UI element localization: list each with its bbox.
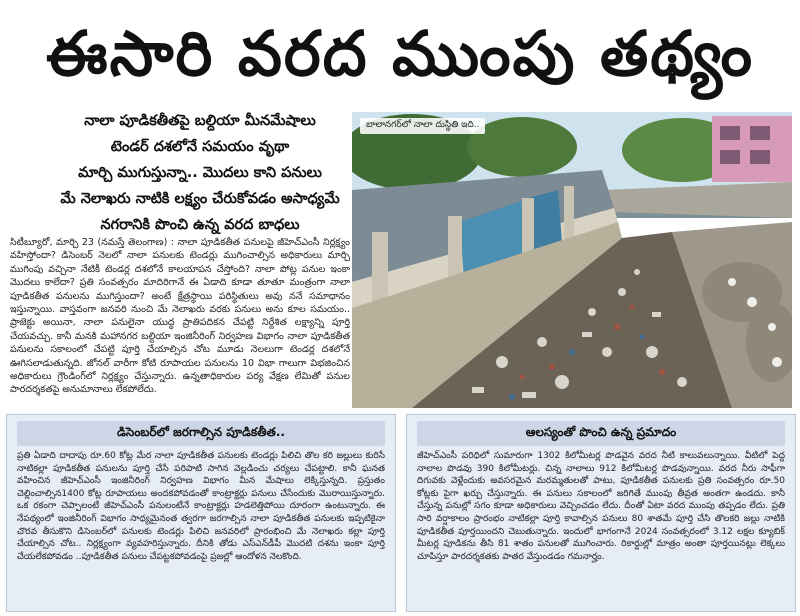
box-title-december: డిసెంబర్‌లో జరగాల్సిన పూడికతీత.. [17, 421, 385, 446]
sidebar-box-danger [406, 414, 796, 612]
subheadline-5: నగరానికి పొంచి ఉన్న వరద బాధలు [100, 217, 300, 233]
subheadline-3: మార్చి ముగుస్తున్నా.. మొదలు కాని పనులు [78, 165, 322, 181]
box-body-danger: జీహెచ్ఎంసీ పరిధిలో సుమారుగా 1302 కిలోమీటర్ల పొడవైన వరద నీటి కాలువలున్నాయి. వీటిలో పెద్ద నాలాల పొడవు 390 కిలోమీటర్లు. చిన్న నాలాలు 912 కిలోమీటర్ల పొడవున్నాయి. వరద నీరు సాఫీగా దిగువకు వెళ్లేందుకు అవసరమైన మరమ్మతులతో పాటు, పూడికతీత పనులకు ప్రతి సంవత్సరం రూ.50 కోట్లకు పైగా ఖర్చు చేస్తున్నారు. ఈ పనులు సకాలంలో జరిగితే ముంపు తీవ్రత అంతగా ఉండదు. కానీ చేస్తున్న పనుల్లో సగం కూడా అధికారులు వెచ్చించడం లేదు. దీంతో ఏటా వరద ముంపు తప్పడం లేదు. ప్రతి సారి వర్షాకాలం ప్రారంభం నాటికల్లా పూర్తి కావాల్సిన పనులు 80 శాతమే పూర్తి చేసి తొలకరి జల్లు నాటికి పూడికతీత పూర్తయిందని చెబుతున్నారు. ఇందులో భాగంగానే 2024 సంవత్సరంలో 3.12 లక్షల క్యూబిక్ మీటర్ల పూడికను తీసి 81 శాతం పనులతో ముగించారు. రికార్డుల్లో మాత్రం అంతా పూర్తయినట్లు లెక్కలు చూపిస్తూ పారదర్శకతకు పాతర వేస్తుండడం గమనార్హం. [417, 451, 785, 562]
headline: ఈసారి వరద ముంపు తథ్యం [45, 17, 755, 90]
subheadline-4: మే నెలాఖరు నాటికి లక్ష్యం చేరుకోవడం అసాధ్యమే [60, 191, 340, 207]
subheadlines [50, 108, 350, 238]
nala-photo [352, 112, 792, 408]
subheadline-2: టెండర్ దశలోనే సమయం వృథా [110, 139, 290, 155]
photo-caption: బాలానగర్‌లో నాలా దుస్థితి ఇది.. [360, 118, 485, 134]
box-title-danger: ఆలస్యంతో పొంచి ఉన్న ప్రమాదం [417, 421, 785, 446]
lead-paragraph: సిటీబ్యూరో, మార్చి 23 (నమస్తే తెలంగాణ) : నాలా పూడికతీత పనులపై జీహెచ్ఎంసీ నిర్లక్ష్యం వహిస్తోందా? డిసెంబర్ నెలలో నాలా పనులకు టెండర్లు ముగించాల్సిన అధికారులు మార్చి ముగింపు వచ్చినా నేటికీ టెండర్ల దశలోనే కాలయాపన చేస్తోంది? నాలా పోట్ల పనుల ఇంకా మొదలు కాలేదా? ప్రతి సంవత్సరం మాదిరిగానే ఈ ఏడాది కూడా తూతూ మంత్రంగా నాలా పూడికతీత పనులను ముగిస్తుందా? అంటే క్షేత్రస్థాయి పరిస్థితులు అవు ననే సమాధానం ఇస్తున్నాయి. వాస్తవంగా జనవరి నుంచి మే నెలాఖరు వరకు పనులు అను కూల సమయం.. ప్రాజెక్టు అయినా, నాలా పనులైనా యుద్ధ ప్రాతిపదికన చేపట్టి నిర్దేశిత లక్ష్యాన్ని పూర్తి చేయవచ్చు. కానీ మనకి మహానగర బల్దియా ఇంజినీరింగ్ నిర్వహణ విభాగం నాలా పూడికతీత పనులను సకాలంలో చేపట్టి పూర్తి చేయాల్సిన చోట మూడు నెలలుగా టెండర్ల దశలోనే ఊగిసలాడుతున్నది. జోనల్ వారీగా కోటి రూపాయల పనులను 10 విభా గాలుగా విభజించిన అధికారులు గ్రౌండింగ్‌లో నిర్లక్ష్యం చేస్తున్నారు. ఉన్నతాధికారుల పర్య వేక్షణ లేమితో పనుల పారదర్శకతపై అనుమానాలు లేకపోలేదు. [10, 237, 350, 396]
lead-article [10, 236, 350, 397]
box-body-december: ప్రతి ఏడాది దాదాపు రూ.60 కోట్ల మేర నాలా పూడికతీత పనులకు టెండర్లు పిలిచి తొల కరి జల్లులు కురిసే నాటికల్లా పూడికతీత పనులను పూర్తి చేసే పరిపాటి సాగిన వెల్లడించు చర్యలు చేపట్టాలి. కానీ ఘనత వహించిన జీహెచ్ఎంసీ ఇంజినీరింగ్ నిర్వహణ విభాగం మీన మేషాలు లెక్కిస్తున్నది. ప్రస్తుతం చెల్లించాల్సిన1400 కోట్ల రూపాయలు అందకపోవడంతో కాంట్రాక్టర్లు పనులు చేసేందుకు మొరాయిస్తున్నారు. ఒక రకంగా చెప్పాలంటే జీహెచ్ఎంసీ పనులంటేనే కాంట్రాక్టర్లు హడలెత్తిపోయి దూరంగా ఉంటున్నారు. ఈ నేపథ్యంలో ఇంజినీరింగ్ విభాగం సాధ్యమైనంత త్వరగా జరగాల్సిన నాలా పూడికతీత పనులకు ఇప్పటికైనా చొరవ తీసుకొని డిసెంబర్‌లో పనులకు టెండర్లు పిలిచి జనవరిలో ప్రారంభించి మే నెలాఖరు కల్లా పూర్తి చేయాల్సిన చోట.. నిర్లక్ష్యంగా వ్యవహరిస్తున్నారు. దీనికి తోడు ఎస్ఎన్‌డీపీ మొదటి దశను ఇంకా పూర్తి చేయలేకపోవడం ..పూడికతీత పనులు చేపట్టకపోవడంపై ప్రజల్లో ఆందోళన నెలకొంది. [17, 451, 385, 562]
nala-photo-illustration [352, 112, 792, 408]
sidebar-box-december [6, 414, 396, 612]
subheadline-1: నాలా పూడికతీతపై బల్దియా మీనమేషాలు [84, 113, 316, 129]
